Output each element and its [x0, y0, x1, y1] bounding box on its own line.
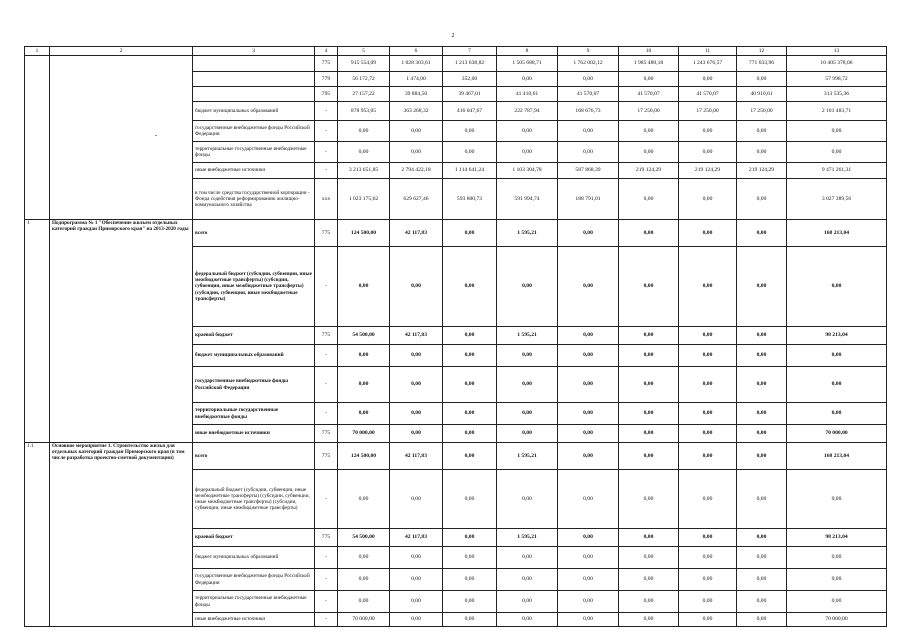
- total-value-cell: 0,00: [787, 591, 887, 613]
- year-value-cell: 0,00: [390, 403, 443, 425]
- budget-code-cell: -: [315, 247, 338, 327]
- column-number-header: [25, 47, 887, 56]
- column-number: 11: [679, 47, 737, 56]
- funding-source-cell: территориальные государственные внебюджетные фонды: [193, 403, 315, 425]
- funding-source-cell: бюджет муниципальных образований: [193, 345, 315, 367]
- year-value-cell: 0,00: [443, 403, 497, 425]
- year-value-cell: 1 595,21: [497, 443, 558, 470]
- year-value-cell: 1 595,21: [497, 529, 558, 547]
- year-value-cell: 0,00: [619, 529, 679, 547]
- year-value-cell: 0,00: [558, 327, 619, 345]
- column-number: 1: [25, 47, 50, 56]
- year-value-cell: 0,00: [338, 142, 390, 163]
- year-value-cell: 1 505 688,71: [497, 56, 558, 72]
- total-value-cell: 0,00: [787, 367, 887, 403]
- column-number: 3: [193, 47, 315, 56]
- total-value-cell: 70 000,00: [787, 613, 887, 627]
- year-value-cell: 0,00: [737, 247, 787, 327]
- year-value-cell: 0,00: [390, 591, 443, 613]
- year-value-cell: 41 570,07: [558, 87, 619, 102]
- column-number: 10: [619, 47, 679, 56]
- year-value-cell: 27 157,22: [338, 87, 390, 102]
- year-value-cell: 0,00: [338, 470, 390, 529]
- year-value-cell: 0,00: [737, 121, 787, 142]
- total-value-cell: 57 998,72: [787, 72, 887, 87]
- year-value-cell: 0,00: [679, 425, 737, 443]
- year-value-cell: 0,00: [558, 470, 619, 529]
- year-value-cell: 0,00: [443, 367, 497, 403]
- year-value-cell: 0,00: [619, 613, 679, 627]
- year-value-cell: 0,00: [619, 142, 679, 163]
- year-value-cell: 0,00: [390, 613, 443, 627]
- year-value-cell: 0,00: [679, 72, 737, 87]
- year-value-cell: 0,00: [679, 179, 737, 220]
- year-value-cell: 0,00: [558, 425, 619, 443]
- total-value-cell: 9 471 261,31: [787, 163, 887, 179]
- year-value-cell: 0,00: [619, 367, 679, 403]
- year-value-cell: 587 868,39: [558, 163, 619, 179]
- year-value-cell: 0,00: [338, 367, 390, 403]
- column-number: 8: [497, 47, 558, 56]
- year-value-cell: 0,00: [338, 569, 390, 591]
- year-value-cell: 219 124,29: [619, 163, 679, 179]
- year-value-cell: 0,00: [679, 142, 737, 163]
- year-value-cell: 0,00: [497, 569, 558, 591]
- year-value-cell: 0,00: [558, 345, 619, 367]
- year-value-cell: 0,00: [558, 529, 619, 547]
- year-value-cell: 0,00: [619, 569, 679, 591]
- funding-source-cell: территориальные государственные внебюджетные фонды: [193, 591, 315, 613]
- year-value-cell: 0,00: [390, 470, 443, 529]
- year-value-cell: 0,00: [390, 425, 443, 443]
- year-value-cell: 42 117,83: [390, 220, 443, 247]
- year-value-cell: 0,00: [443, 443, 497, 470]
- budget-code-cell: -: [315, 613, 338, 627]
- year-value-cell: 0,00: [558, 569, 619, 591]
- total-value-cell: 0,00: [787, 247, 887, 327]
- funding-source-cell: краевой бюджет: [193, 529, 315, 547]
- year-value-cell: 0,00: [558, 121, 619, 142]
- funding-source-cell: [193, 87, 315, 102]
- year-value-cell: 0,00: [737, 72, 787, 87]
- year-value-cell: 0,00: [558, 613, 619, 627]
- year-value-cell: 0,00: [679, 121, 737, 142]
- total-value-cell: 0,00: [787, 569, 887, 591]
- year-value-cell: 0,00: [497, 72, 558, 87]
- year-value-cell: 41 410,61: [497, 87, 558, 102]
- year-value-cell: 363 268,32: [390, 102, 443, 121]
- year-value-cell: 0,00: [679, 470, 737, 529]
- year-value-cell: 878 953,05: [338, 102, 390, 121]
- budget-code-cell: -: [315, 547, 338, 569]
- year-value-cell: 3 213 651,85: [338, 163, 390, 179]
- budget-code-cell: -: [315, 163, 338, 179]
- budget-code-cell: ххх: [315, 179, 338, 220]
- year-value-cell: 41 570,07: [619, 87, 679, 102]
- year-value-cell: 0,00: [390, 247, 443, 327]
- year-value-cell: 416 047,67: [443, 102, 497, 121]
- year-value-cell: 0,00: [679, 613, 737, 627]
- funding-source-cell: [193, 72, 315, 87]
- year-value-cell: 0,00: [497, 367, 558, 403]
- total-value-cell: 168 213,04: [787, 443, 887, 470]
- year-value-cell: 0,00: [619, 547, 679, 569]
- year-value-cell: 54 500,00: [338, 529, 390, 547]
- year-value-cell: 0,00: [443, 142, 497, 163]
- budget-code-cell: -: [315, 121, 338, 142]
- year-value-cell: 771 033,96: [737, 56, 787, 72]
- year-value-cell: 0,00: [390, 121, 443, 142]
- year-value-cell: 0,00: [558, 443, 619, 470]
- column-number: 5: [338, 47, 390, 56]
- budget-code-cell: 775: [315, 443, 338, 470]
- budget-table: [24, 46, 887, 627]
- year-value-cell: 0,00: [619, 247, 679, 327]
- year-value-cell: 1 028 303,61: [390, 56, 443, 72]
- year-value-cell: 0,00: [558, 591, 619, 613]
- column-number: 7: [443, 47, 497, 56]
- year-value-cell: 0,00: [619, 345, 679, 367]
- total-value-cell: 3 027 389,56: [787, 179, 887, 220]
- year-value-cell: 0,00: [443, 327, 497, 345]
- year-value-cell: 0,00: [338, 345, 390, 367]
- funding-source-cell: иные внебюджетные источники: [193, 163, 315, 179]
- year-value-cell: 0,00: [558, 247, 619, 327]
- total-value-cell: 0,00: [787, 470, 887, 529]
- year-value-cell: 42 117,83: [390, 327, 443, 345]
- total-value-cell: 98 213,04: [787, 327, 887, 345]
- year-value-cell: 1 103 304,78: [497, 163, 558, 179]
- year-value-cell: 0,00: [390, 569, 443, 591]
- year-value-cell: 17 250,00: [619, 102, 679, 121]
- budget-code-cell: 775: [315, 327, 338, 345]
- year-value-cell: 0,00: [737, 443, 787, 470]
- year-value-cell: 0,00: [679, 569, 737, 591]
- year-value-cell: 1 595,21: [497, 220, 558, 247]
- year-value-cell: 219 124,29: [679, 163, 737, 179]
- year-value-cell: 0,00: [679, 345, 737, 367]
- year-value-cell: 0,00: [497, 247, 558, 327]
- year-value-cell: 0,00: [443, 345, 497, 367]
- year-value-cell: 0,00: [443, 425, 497, 443]
- funding-source-cell: [193, 56, 315, 72]
- year-value-cell: 0,00: [619, 470, 679, 529]
- column-number: 9: [558, 47, 619, 56]
- total-value-cell: 98 213,04: [787, 529, 887, 547]
- year-value-cell: 0,00: [679, 443, 737, 470]
- funding-source-cell: государственные внебюджетные фонды Российской Федерации: [193, 569, 315, 591]
- year-value-cell: 0,00: [737, 403, 787, 425]
- funding-source-cell: краевой бюджет: [193, 327, 315, 345]
- year-value-cell: 0,00: [679, 327, 737, 345]
- year-value-cell: 42 117,83: [390, 443, 443, 470]
- row-index-cell: [25, 56, 50, 220]
- year-value-cell: 0,00: [737, 425, 787, 443]
- year-value-cell: 0,00: [443, 121, 497, 142]
- year-value-cell: 0,00: [497, 403, 558, 425]
- table-row: [25, 220, 887, 247]
- year-value-cell: 0,00: [619, 179, 679, 220]
- funding-source-cell: всего: [193, 443, 315, 470]
- funding-source-cell: иные внебюджетные источники: [193, 613, 315, 627]
- year-value-cell: 593 800,73: [443, 179, 497, 220]
- year-value-cell: 0,00: [390, 547, 443, 569]
- total-value-cell: 0,00: [787, 403, 887, 425]
- year-value-cell: 0,00: [679, 247, 737, 327]
- year-value-cell: 39 467,01: [443, 87, 497, 102]
- year-value-cell: 0,00: [619, 425, 679, 443]
- year-value-cell: 0,00: [737, 591, 787, 613]
- table-row: [25, 443, 887, 470]
- budget-code-cell: -: [315, 367, 338, 403]
- year-value-cell: 1 595,21: [497, 327, 558, 345]
- year-value-cell: 70 000,00: [338, 425, 390, 443]
- year-value-cell: 0,00: [558, 367, 619, 403]
- year-value-cell: 0,00: [497, 345, 558, 367]
- stray-mark: -: [155, 131, 158, 139]
- budget-code-cell: -: [315, 102, 338, 121]
- year-value-cell: 0,00: [558, 403, 619, 425]
- year-value-cell: 56 172,72: [338, 72, 390, 87]
- year-value-cell: 0,00: [737, 220, 787, 247]
- year-value-cell: 1 474,00: [390, 72, 443, 87]
- year-value-cell: 0,00: [679, 220, 737, 247]
- year-value-cell: 0,00: [737, 547, 787, 569]
- budget-code-cell: -: [315, 569, 338, 591]
- column-number: 12: [737, 47, 787, 56]
- year-value-cell: 0,00: [443, 613, 497, 627]
- year-value-cell: 0,00: [443, 470, 497, 529]
- year-value-cell: 54 500,00: [338, 327, 390, 345]
- year-value-cell: 0,00: [619, 443, 679, 470]
- budget-code-cell: 775: [315, 56, 338, 72]
- year-value-cell: 0,00: [390, 142, 443, 163]
- funding-source-cell: иные внебюджетные источники: [193, 425, 315, 443]
- column-number: 6: [390, 47, 443, 56]
- budget-code-cell: -: [315, 591, 338, 613]
- year-value-cell: 222 787,94: [497, 102, 558, 121]
- budget-code-cell: 795: [315, 87, 338, 102]
- year-value-cell: 0,00: [737, 345, 787, 367]
- year-value-cell: 1 243 676,57: [679, 56, 737, 72]
- year-value-cell: 0,00: [619, 403, 679, 425]
- year-value-cell: 39 884,50: [390, 87, 443, 102]
- year-value-cell: 0,00: [338, 121, 390, 142]
- year-value-cell: 0,00: [338, 547, 390, 569]
- program-name-cell: [50, 56, 193, 220]
- year-value-cell: 0,00: [558, 220, 619, 247]
- year-value-cell: 124 500,00: [338, 443, 390, 470]
- year-value-cell: 0,00: [679, 529, 737, 547]
- year-value-cell: 0,00: [497, 470, 558, 529]
- year-value-cell: 124 500,00: [338, 220, 390, 247]
- funding-source-cell: государственные внебюджетные фонды Российской Федерации: [193, 367, 315, 403]
- year-value-cell: 0,00: [619, 121, 679, 142]
- year-value-cell: 0,00: [619, 220, 679, 247]
- total-value-cell: 0,00: [787, 142, 887, 163]
- year-value-cell: 0,00: [737, 367, 787, 403]
- funding-source-cell: бюджет муниципальных образований: [193, 102, 315, 121]
- program-name-cell: Основное мероприятие 1. Строительство жилья для отдельных категорий граждан Приморского края (в том числе разработка проектно-сметной документации): [50, 443, 193, 627]
- budget-code-cell: -: [315, 403, 338, 425]
- year-value-cell: 0,00: [390, 367, 443, 403]
- year-value-cell: 0,00: [497, 591, 558, 613]
- year-value-cell: 0,00: [443, 247, 497, 327]
- year-value-cell: 17 250,00: [679, 102, 737, 121]
- funding-source-cell: федеральный бюджет (субсидии, субвенции, иные межбюджетные трансферты) (субсидии, субвенции, иные межбюджетные трансферты) (субсидии, субвенции, иные межбюджетные трансферты): [193, 247, 315, 327]
- year-value-cell: 0,00: [443, 591, 497, 613]
- funding-source-cell: государственные внебюджетные фонды Российской Федерации: [193, 121, 315, 142]
- year-value-cell: 0,00: [558, 142, 619, 163]
- year-value-cell: 0,00: [338, 247, 390, 327]
- year-value-cell: 0,00: [679, 591, 737, 613]
- year-value-cell: 0,00: [338, 591, 390, 613]
- table-body: [25, 47, 887, 627]
- year-value-cell: 1 762 002,12: [558, 56, 619, 72]
- budget-code-cell: 779: [315, 72, 338, 87]
- year-value-cell: 1 985 480,18: [619, 56, 679, 72]
- total-value-cell: 0,00: [787, 345, 887, 367]
- page-number: 2: [451, 33, 455, 39]
- year-value-cell: 0,00: [497, 121, 558, 142]
- funding-source-cell: федеральный бюджет (субсидии, субвенции, иные межбюджетные трансферты) (субсидии, субвенции, иные межбюджетные трансферты) (субсидии, субвенции, иные межбюджетные трансферты): [193, 470, 315, 529]
- year-value-cell: 2 794 422,18: [390, 163, 443, 179]
- year-value-cell: 0,00: [497, 547, 558, 569]
- year-value-cell: 17 250,00: [737, 102, 787, 121]
- table-row: [25, 56, 887, 72]
- column-number: 4: [315, 47, 338, 56]
- funding-source-cell: бюджет муниципальных образований: [193, 547, 315, 569]
- year-value-cell: 629 627,46: [390, 179, 443, 220]
- total-value-cell: 0,00: [787, 547, 887, 569]
- year-value-cell: 1 023 175,62: [338, 179, 390, 220]
- year-value-cell: 1 213 638,82: [443, 56, 497, 72]
- total-value-cell: 313 535,36: [787, 87, 887, 102]
- year-value-cell: 0,00: [679, 547, 737, 569]
- year-value-cell: 41 570,07: [679, 87, 737, 102]
- year-value-cell: 70 000,00: [338, 613, 390, 627]
- year-value-cell: 0,00: [679, 367, 737, 403]
- funding-source-cell: всего: [193, 220, 315, 247]
- year-value-cell: 0,00: [619, 72, 679, 87]
- year-value-cell: 219 124,29: [737, 163, 787, 179]
- column-number: 2: [50, 47, 193, 56]
- year-value-cell: 0,00: [497, 613, 558, 627]
- year-value-cell: 0,00: [443, 220, 497, 247]
- year-value-cell: 0,00: [443, 547, 497, 569]
- year-value-cell: 0,00: [338, 403, 390, 425]
- year-value-cell: 0,00: [737, 569, 787, 591]
- year-value-cell: 0,00: [390, 345, 443, 367]
- year-value-cell: 1 114 641,24: [443, 163, 497, 179]
- budget-code-cell: 775: [315, 529, 338, 547]
- year-value-cell: 0,00: [558, 547, 619, 569]
- year-value-cell: 0,00: [737, 613, 787, 627]
- year-value-cell: 40 910,61: [737, 87, 787, 102]
- year-value-cell: 0,00: [443, 529, 497, 547]
- year-value-cell: 0,00: [619, 327, 679, 345]
- year-value-cell: 0,00: [679, 403, 737, 425]
- column-number: 13: [787, 47, 887, 56]
- year-value-cell: 0,00: [497, 142, 558, 163]
- program-name-cell: Подпрограмма № 1 "Обеспечение жильем отдельных категорий граждан Приморского края" на 2013-2020 годы: [50, 220, 193, 443]
- budget-code-cell: 775: [315, 220, 338, 247]
- year-value-cell: 42 117,83: [390, 529, 443, 547]
- year-value-cell: 0,00: [443, 569, 497, 591]
- year-value-cell: 0,00: [737, 529, 787, 547]
- row-index-cell: 1: [25, 220, 50, 443]
- year-value-cell: 188 791,01: [558, 179, 619, 220]
- year-value-cell: 0,00: [619, 591, 679, 613]
- year-value-cell: 0,00: [558, 72, 619, 87]
- budget-code-cell: -: [315, 470, 338, 529]
- budget-code-cell: -: [315, 345, 338, 367]
- funding-source-cell: территориальные государственные внебюджетные фонды: [193, 142, 315, 163]
- budget-code-cell: -: [315, 142, 338, 163]
- year-value-cell: 915 554,09: [338, 56, 390, 72]
- total-value-cell: 0,00: [787, 121, 887, 142]
- year-value-cell: 0,00: [497, 425, 558, 443]
- total-value-cell: 2 101 483,71: [787, 102, 887, 121]
- year-value-cell: 0,00: [737, 142, 787, 163]
- row-index-cell: 1.1: [25, 443, 50, 627]
- funding-source-cell: в том числе средства государственной корпорации - Фонда содействия реформированию жилищно-коммунального хозяйства: [193, 179, 315, 220]
- total-value-cell: 10 405 378,06: [787, 56, 887, 72]
- year-value-cell: 0,00: [737, 470, 787, 529]
- total-value-cell: 70 000,00: [787, 425, 887, 443]
- total-value-cell: 168 213,04: [787, 220, 887, 247]
- budget-code-cell: 775: [315, 425, 338, 443]
- year-value-cell: 352,00: [443, 72, 497, 87]
- year-value-cell: 168 676,73: [558, 102, 619, 121]
- year-value-cell: 591 994,74: [497, 179, 558, 220]
- year-value-cell: 0,00: [737, 179, 787, 220]
- year-value-cell: 0,00: [737, 327, 787, 345]
